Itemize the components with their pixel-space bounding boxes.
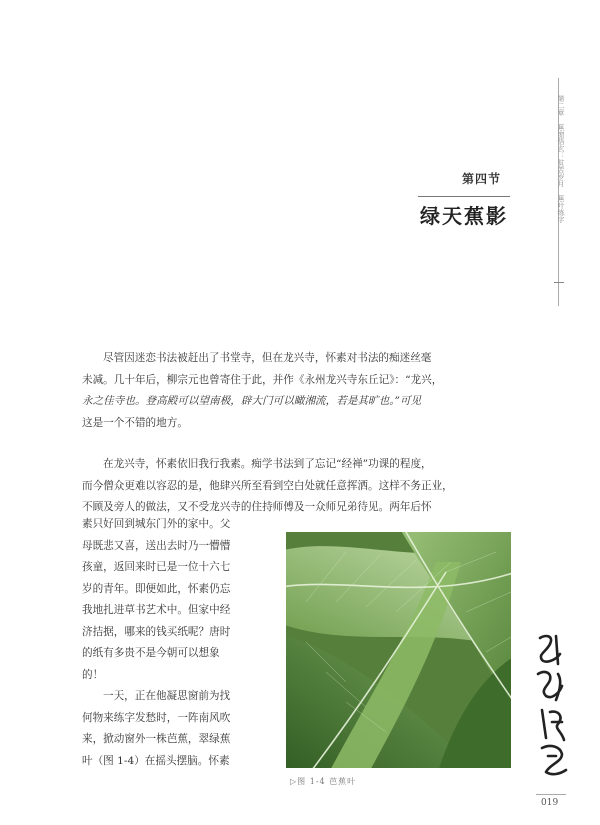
- text-line: 岁的青年。即便如此，怀素仍忘: [82, 582, 231, 595]
- text-line: 素只好回到城东门外的家中。父: [82, 518, 231, 530]
- text-line: 的纸有多贵不是今朝可以想象: [82, 647, 220, 659]
- paragraph-4: [82, 686, 278, 772]
- photo-caption: ▷图 1-4 芭蕉叶: [290, 777, 357, 786]
- text-line: 来，掀动窗外一株芭蕉，翠绿蕉: [82, 733, 231, 745]
- paragraph-2: [82, 454, 512, 519]
- text-line: 不顾及旁人的做法，又不受龙兴寺的住持师傅及一众师兄弟待见。两年后怀: [82, 501, 432, 513]
- text-line: 一天，正在他凝思窗前为找: [103, 690, 231, 702]
- text-line: 孩童，返回来时已是一位十六七: [82, 561, 231, 573]
- text-line: 尽管因迷恋书法被赶出了书堂寺，但在龙兴寺，怀素对书法的痴迷丝毫: [103, 352, 432, 364]
- page-number-rule: [536, 794, 566, 795]
- paragraph-1: [82, 348, 512, 434]
- text-line: 母既悲又喜，送出去时乃一懵懵: [82, 539, 231, 552]
- section-title: 绿天蕉影: [420, 204, 508, 228]
- heading-divider: [418, 196, 510, 197]
- banana-leaf-illustration: [286, 532, 511, 768]
- calligraphy-strokes: [532, 630, 572, 780]
- banana-leaf-photo: [286, 532, 511, 768]
- section-number: 第四节: [462, 172, 502, 186]
- page-number: 019: [541, 798, 559, 808]
- text-line: 何物来练字发愁时，一阵南风吹: [82, 711, 231, 724]
- text-line: 在龙兴寺，怀素依旧我行我素。痴学书法到了忘记“经禅”功课的程度，: [103, 458, 432, 470]
- calligraphy-logo-icon: [532, 630, 572, 780]
- text-line: 叶（图 1-4）在摇头摆脑。怀素: [82, 754, 230, 767]
- text-line: 未减。几十年后，柳宗元也曾寄住于此，并作《永州龙兴寺东丘记》：“龙兴，: [82, 373, 443, 386]
- text-line: 我地扎进草书艺术中。但家中经: [82, 604, 231, 616]
- text-line: 济拮据，哪来的钱买纸呢？唐时: [82, 625, 231, 638]
- running-header: 第二章 蕉窗悟玄：贫苦岁月 蕉叶练字: [557, 95, 565, 223]
- text-line: 永之佳寺也。登高殿可以望南极，辟大门可以瞰湘流，若是其旷也。”可见: [82, 395, 422, 407]
- running-header-end-rule: [554, 282, 564, 283]
- text-line: 的！: [82, 668, 104, 681]
- paragraph-3: [82, 514, 278, 686]
- text-line: 这是一个不错的地方。: [82, 416, 188, 429]
- text-line: 而今僧众更难以容忍的是，他肆兴所至看到空白处就任意挥洒。这样不务正业，: [82, 479, 453, 492]
